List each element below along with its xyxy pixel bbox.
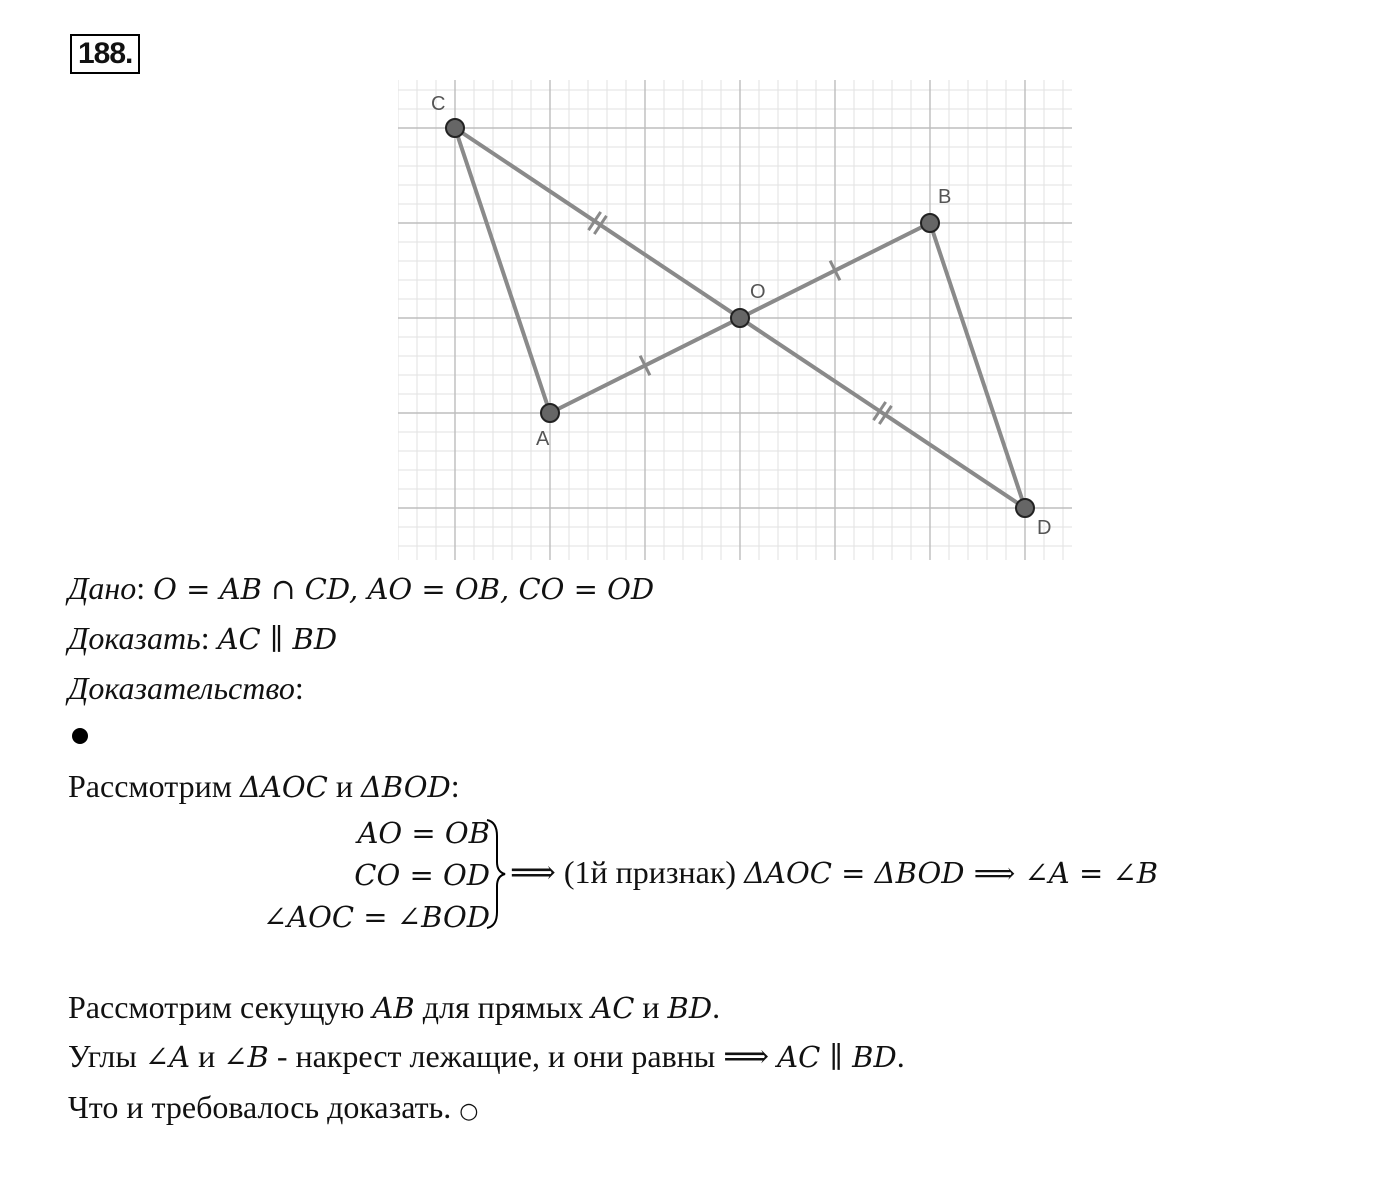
implies-arrow: ⟹ (510, 854, 564, 890)
given-math: O = AB ∩ CD, AO = OB, CO = OD (153, 572, 655, 606)
segment-CA (455, 128, 550, 413)
line-bd: BD (667, 991, 713, 1025)
segment-ab: AB (372, 991, 415, 1025)
system-conclusion (510, 852, 1158, 893)
angle-b: ∠B (223, 1040, 269, 1074)
angles-text3: - накрест лежащие, и они равны ⟹ (268, 1038, 778, 1074)
right-brace-icon (483, 818, 507, 930)
equation-system (240, 812, 490, 938)
consider2-text4: . (712, 989, 721, 1025)
angles-line (68, 1036, 905, 1077)
system-row: CO = OD (354, 858, 490, 892)
system-row: AO = OB (357, 816, 490, 850)
point-label-B: B (938, 186, 952, 208)
line-ac: AC (591, 991, 635, 1025)
geometry-figure (398, 80, 1072, 560)
point-label-C: C (431, 93, 446, 115)
point-A (541, 404, 559, 422)
point-O (731, 309, 749, 327)
triangle-aoc: ΔAOC (239, 770, 328, 804)
consider2-text1: Рассмотрим секущую (68, 989, 373, 1025)
consider1-text2: и (327, 768, 361, 804)
angles-text1: Углы (68, 1038, 145, 1074)
proof-label: Доказательство (68, 670, 295, 706)
consider1-text3: : (450, 768, 460, 804)
consider-triangles-line (68, 766, 460, 807)
parallel-conclusion: AC ∥ BD (777, 1040, 897, 1074)
triangle-bod: ΔBOD (360, 770, 451, 804)
system-row: ∠AOC = ∠BOD (262, 900, 490, 934)
angle-a: ∠A (144, 1040, 191, 1074)
consider2-text3: и (634, 989, 668, 1025)
qed-line (68, 1087, 478, 1132)
bullet-icon (72, 728, 88, 744)
point-label-A: A (536, 428, 550, 450)
point-B (921, 214, 939, 232)
angles-text2: и (190, 1038, 224, 1074)
given-line (68, 568, 654, 609)
point-label-O: O (750, 281, 766, 303)
prove-line (68, 618, 337, 659)
criterion-text: (1й признак) (563, 854, 745, 890)
consider2-text2: для прямых (414, 989, 592, 1025)
given-colon: : (136, 570, 146, 606)
consider1-text1: Рассмотрим (68, 768, 240, 804)
qed-circle-icon: ○ (459, 1099, 479, 1124)
prove-colon: : (200, 620, 210, 656)
consider-transversal-line (68, 987, 720, 1028)
geometry-svg (398, 80, 1072, 560)
angles-text4: . (896, 1038, 905, 1074)
prove-label: Доказать (68, 620, 201, 656)
proof-colon: : (294, 670, 304, 706)
point-D (1016, 499, 1034, 517)
segment-BD (930, 223, 1025, 508)
problem-number: 188. (70, 34, 140, 74)
point-label-D: D (1037, 517, 1052, 539)
proof-line (68, 668, 304, 708)
given-label: Дано (68, 570, 137, 606)
conclusion-math: ΔAOC = ΔBOD ⟹ ∠A = ∠B (744, 856, 1159, 890)
point-C (446, 119, 464, 137)
qed-text: Что и требовалось доказать. (68, 1089, 460, 1125)
prove-math: AC ∥ BD (217, 622, 338, 656)
